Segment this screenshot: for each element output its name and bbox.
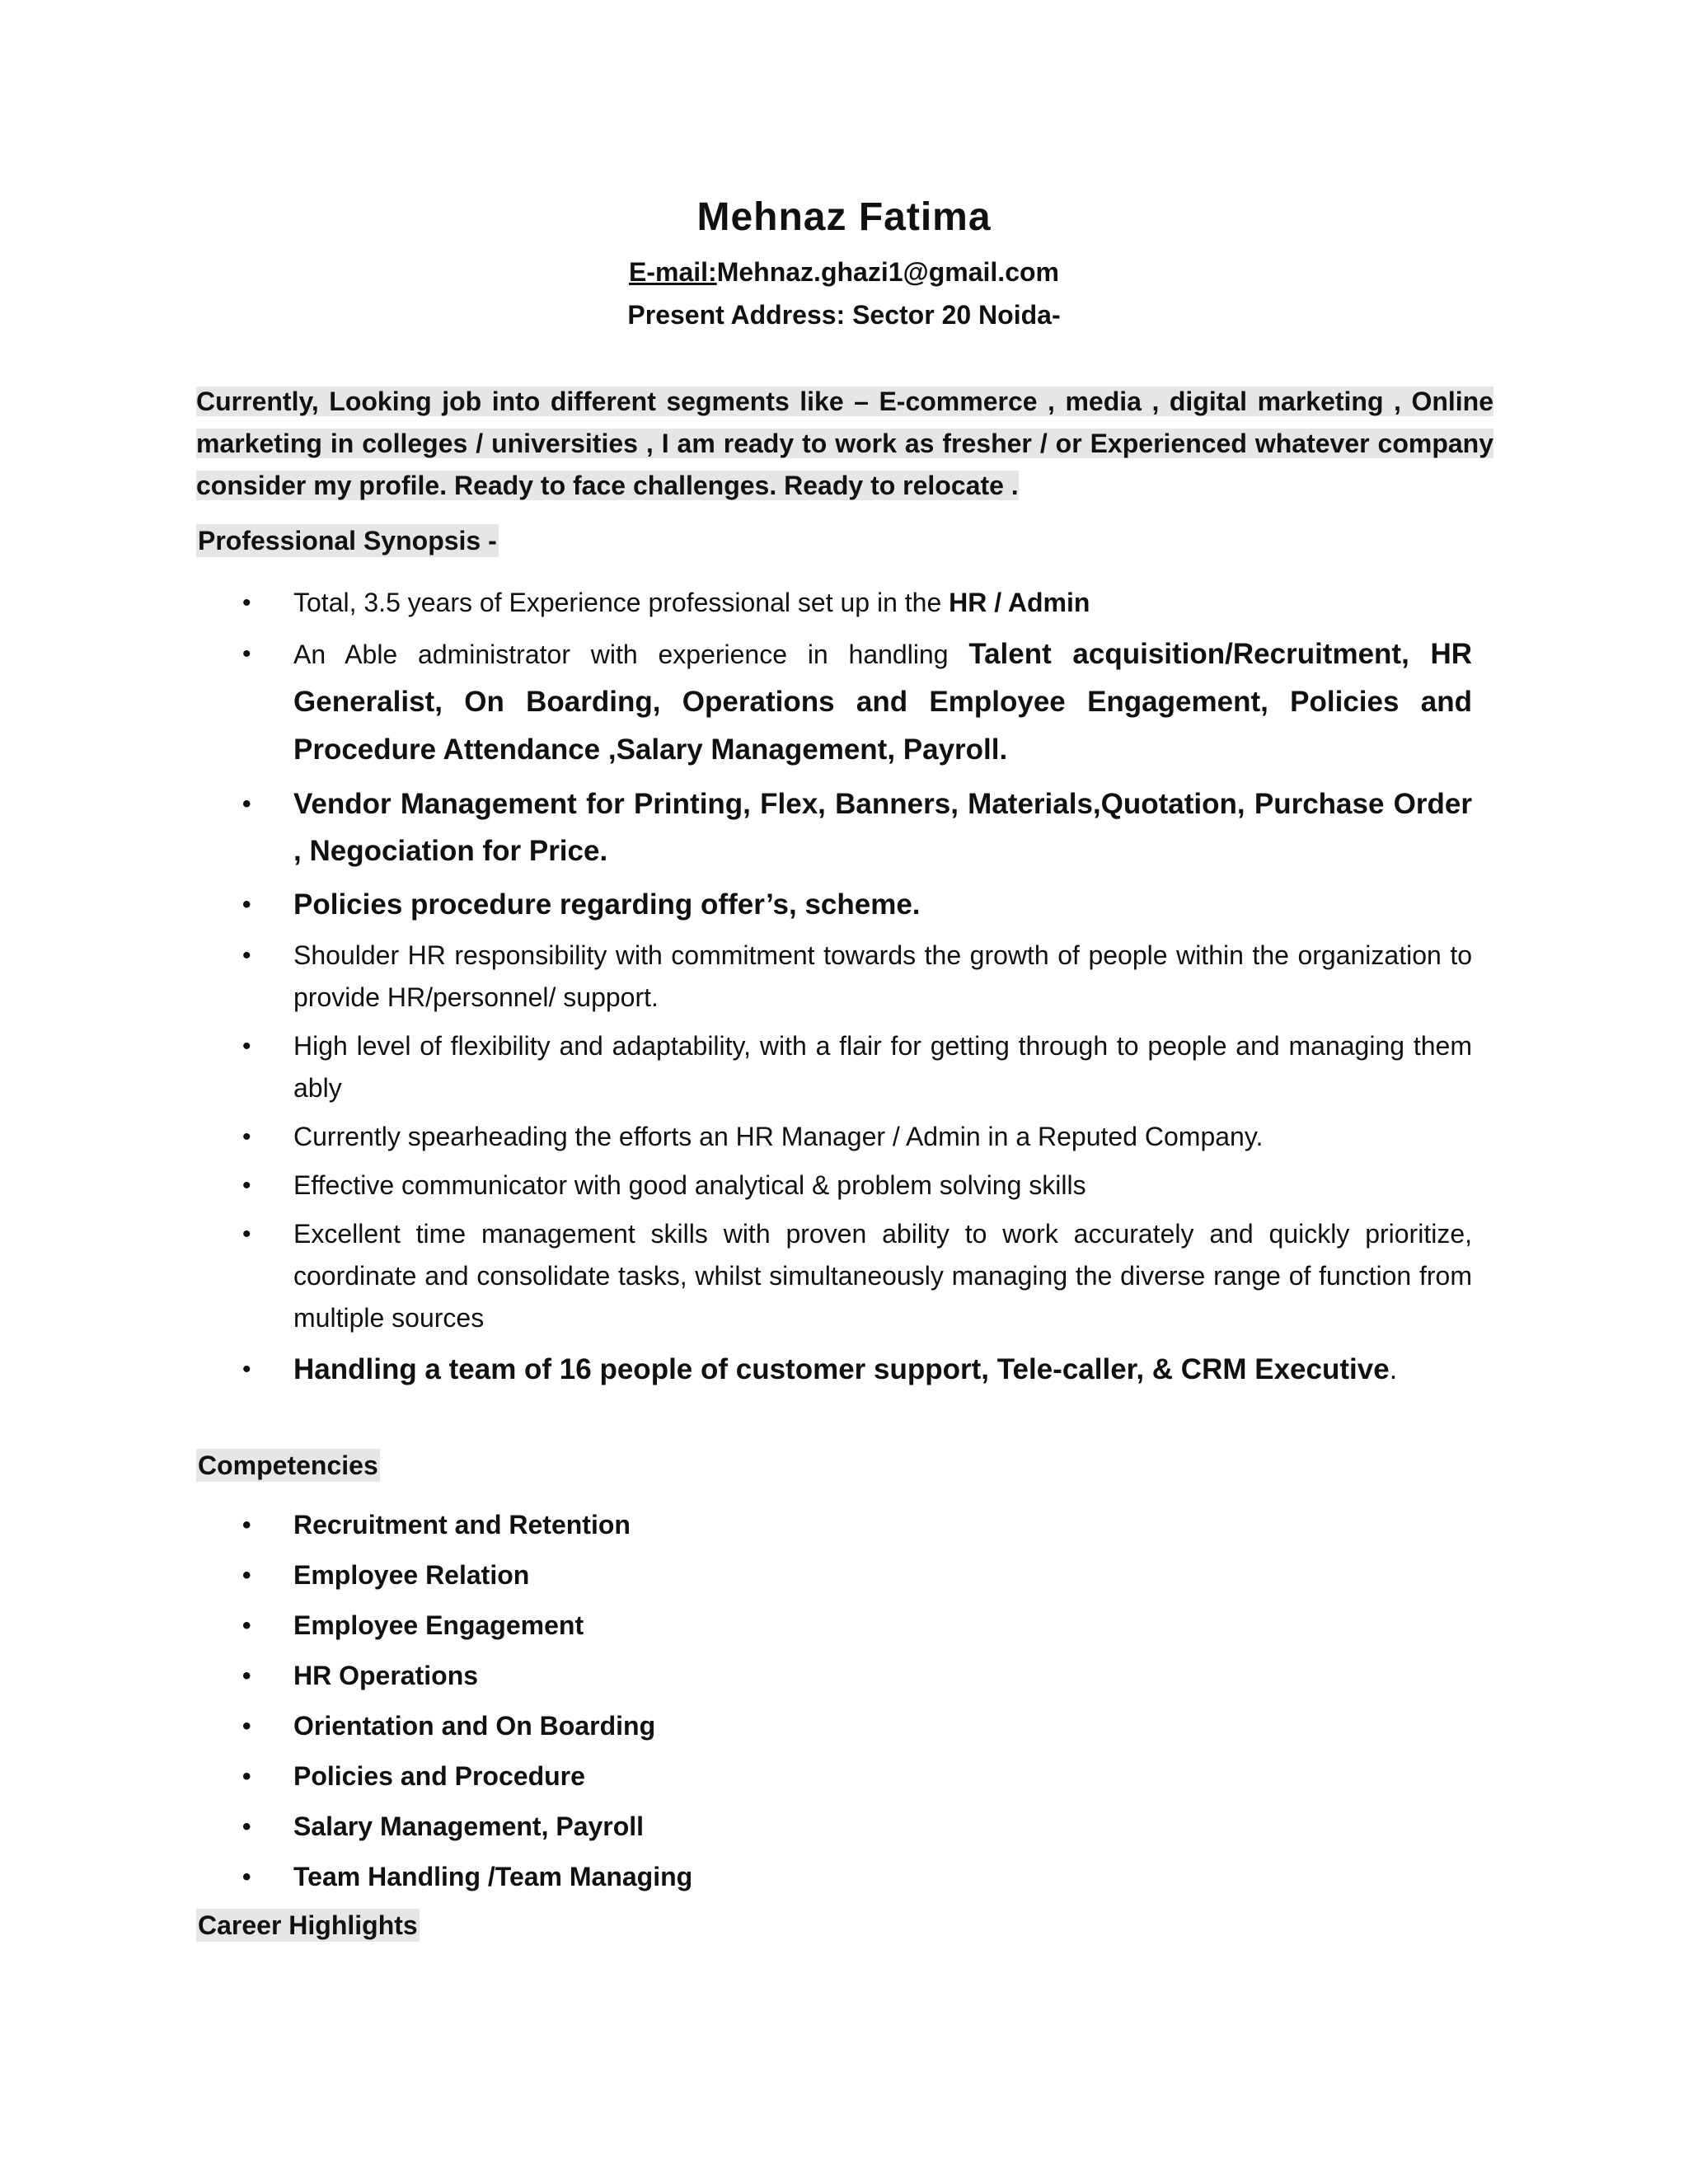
list-item: • Currently spearheading the efforts an HR Manager / Admin in a Reputed Company.: [196, 1116, 1472, 1158]
list-item: • Policies and Procedure: [196, 1751, 1472, 1802]
career-objective-text: Currently, Looking job into different segments like – E-commerce , media , digital marketing , Online marketing in colleges / universities , I am ready to work as fresher / or Experienced whatever company consider my profile. Ready to face challenges. Ready to relocate .: [196, 387, 1493, 500]
bullet-icon: •: [242, 589, 251, 616]
candidate-name: Mehnaz Fatima: [696, 195, 992, 239]
bullet-icon: •: [242, 1612, 251, 1639]
present-address: Present Address: Sector 20 Noida-: [627, 300, 1061, 330]
bullet-icon: •: [242, 790, 251, 818]
bullet-icon: •: [242, 1356, 251, 1383]
section-heading-career-highlights: Career Highlights: [198, 1910, 418, 1940]
section-heading-synopsis: Professional Synopsis -: [198, 526, 497, 555]
list-item: • Employee Relation: [196, 1550, 1472, 1601]
bullet-icon: •: [242, 1172, 251, 1199]
bullet-icon: •: [242, 1221, 251, 1248]
section-heading-competencies: Competencies: [198, 1451, 378, 1480]
bullet-icon: •: [242, 1033, 251, 1060]
bullet-icon: •: [242, 891, 251, 918]
competencies-list: [196, 1500, 1472, 1902]
bullet-icon: •: [242, 1713, 251, 1740]
bullet-icon: •: [242, 1511, 251, 1539]
synopsis-list: [196, 582, 1472, 1393]
list-item: • Employee Engagement: [196, 1601, 1472, 1651]
list-item: • Shoulder HR responsibility with commitment towards the growth of people within the organization to provide HR/personnel/ support.: [196, 935, 1472, 1019]
bullet-icon: •: [242, 942, 251, 969]
list-item: • Recruitment and Retention: [196, 1500, 1472, 1550]
bullet-icon: •: [242, 1662, 251, 1690]
list-item: • HR Operations: [196, 1651, 1472, 1701]
list-item: • Effective communicator with good analytical & problem solving skills: [196, 1165, 1472, 1207]
email-address: Mehnaz.ghazi1@gmail.com: [716, 257, 1059, 287]
bullet-icon: •: [242, 1763, 251, 1790]
list-item: • Salary Management, Payroll: [196, 1802, 1472, 1852]
list-item: • High level of flexibility and adaptability, with a flair for getting through to people and managing them ably: [196, 1025, 1472, 1109]
list-item: • Orientation and On Boarding: [196, 1701, 1472, 1751]
list-item: • An Able administrator with experience in handling Talent acquisition/Recruitment, HR Generalist, On Boarding, Operations and Employee Engagement, Policies and Procedure Attendance ,Salary Management, Payroll.: [196, 630, 1472, 774]
list-item: • Vendor Management for Printing, Flex, Banners, Materials,Quotation, Purchase Order , Negociation for Price.: [196, 780, 1472, 874]
list-item: • Policies procedure regarding offer’s, scheme.: [196, 881, 1472, 928]
bullet-icon: •: [242, 1562, 251, 1589]
bullet-icon: •: [242, 640, 251, 668]
email-line: [0, 257, 1688, 288]
bullet-icon: •: [242, 1863, 251, 1891]
list-item: • Team Handling /Team Managing: [196, 1852, 1472, 1902]
career-objective: [196, 381, 1493, 507]
list-item: • Handling a team of 16 people of customer support, Tele-caller, & CRM Executive.: [196, 1346, 1472, 1393]
email-label: E-mail:: [629, 257, 717, 287]
bullet-icon: •: [242, 1813, 251, 1840]
list-item: • Total, 3.5 years of Experience professional set up in the HR / Admin: [196, 582, 1472, 624]
list-item: • Excellent time management skills with proven ability to work accurately and quickly prioritize, coordinate and consolidate tasks, whilst simultaneously managing the diverse range of function from multiple sources: [196, 1213, 1472, 1339]
bullet-icon: •: [242, 1123, 251, 1151]
